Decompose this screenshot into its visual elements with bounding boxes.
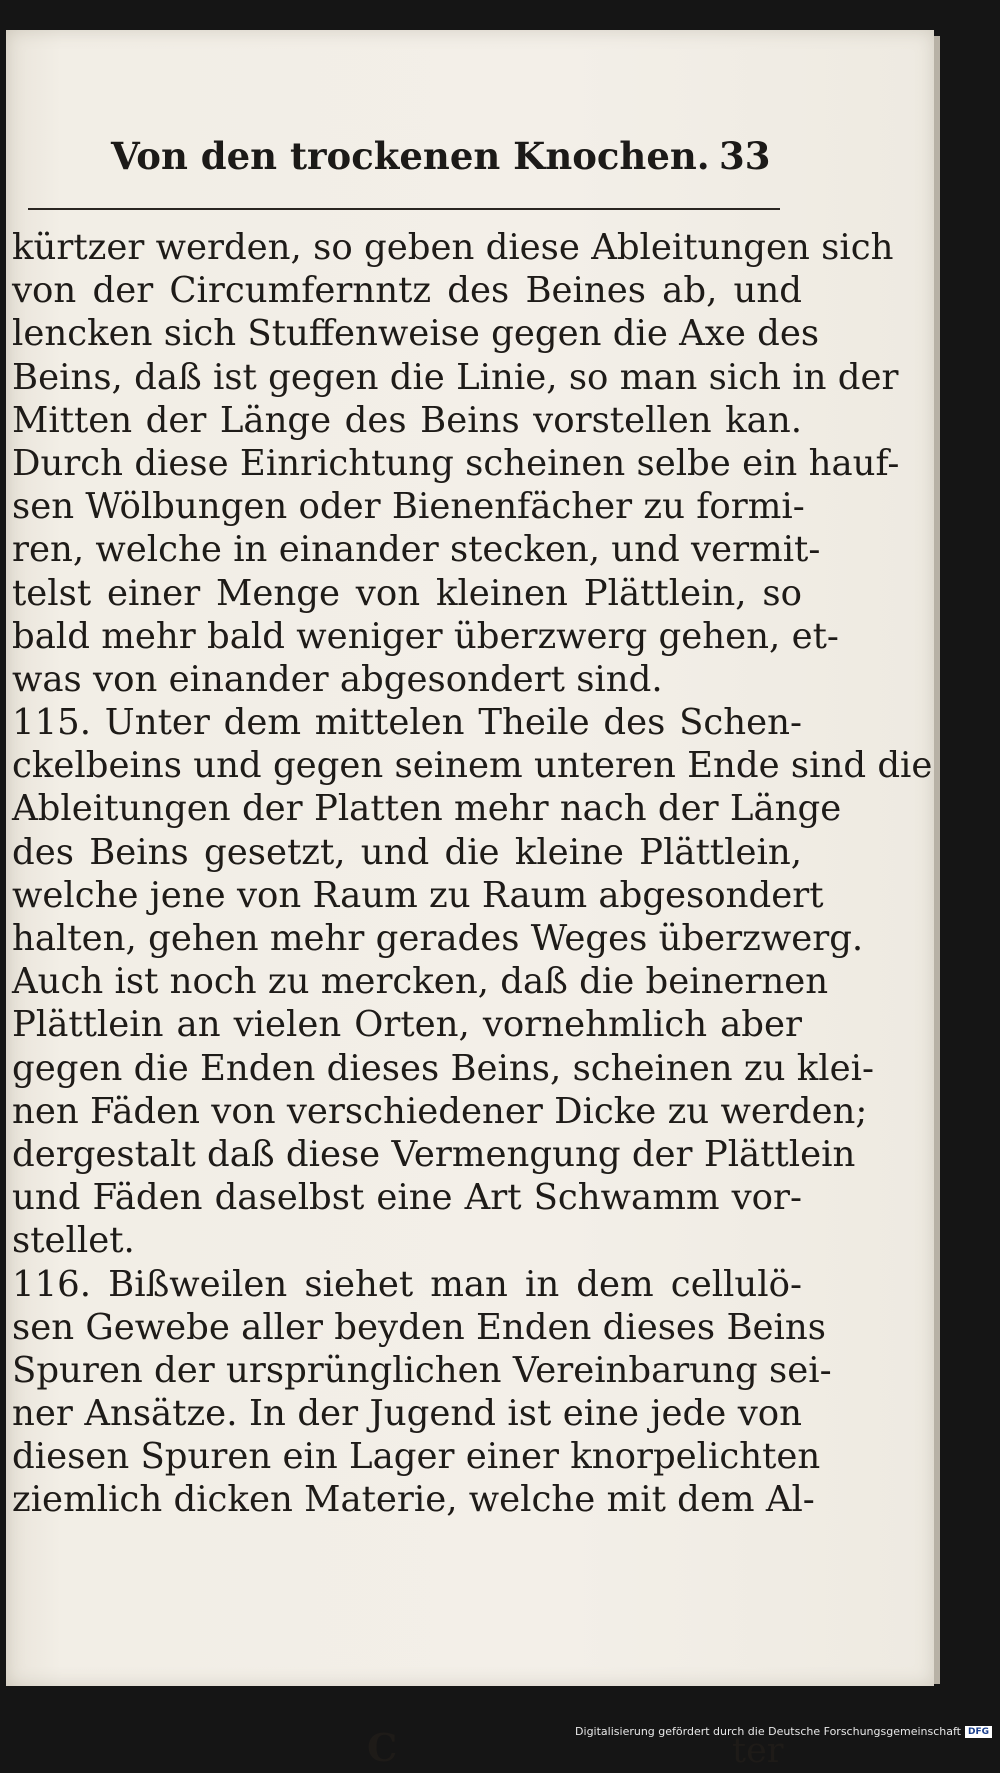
text-line: ren, welche in einander stecken, und vermit- [12,529,821,571]
text-line: diesen Spuren ein Lager einer knorpelichten [12,1436,821,1478]
catchword: ter [732,1731,784,1771]
text-line: 116. Bißweilen siehet man in dem cellulö- [12,1263,802,1305]
text-line: was von einander abgesondert sind. [12,658,663,700]
text-line: Ableitungen der Platten mehr nach der Länge [12,788,842,830]
running-head [101,122,801,182]
text-line: Beins, daß ist gegen die Linie, so man sich in der [12,356,899,398]
header-rule [28,208,780,210]
text-line: ner Ansätze. In der Jugend ist eine jede von [12,1393,802,1435]
text-line: von der Circumfernntz des Beines ab, und [12,270,802,312]
text-line: Spuren der ursprünglichen Vereinbarung sei- [12,1349,832,1391]
text-line: ziemlich dicken Materie, welche mit dem Al- [12,1479,815,1521]
text-line: 115. Unter dem mittelen Theile des Schen- [12,702,802,744]
text-line: stellet. [12,1220,135,1262]
text-line: und Fäden daselbst eine Art Schwamm vor- [12,1177,802,1219]
text-line: bald mehr bald weniger überzwerg gehen, et- [12,615,839,657]
text-line: nen Fäden von verschiedener Dicke zu werden; [12,1090,868,1132]
text-line: sen Gewebe aller beyden Enden dieses Beins [12,1306,826,1348]
page-edge [934,36,940,1684]
digitization-credit [575,1725,992,1738]
text-line: gegen die Enden dieses Beins, scheinen zu klei- [12,1047,874,1089]
text-line: lencken sich Stuffenweise gegen die Axe des [12,313,820,355]
dfg-logo: DFG [965,1726,992,1738]
text-line: kürtzer werden, so geben diese Ableitungen sich [12,227,894,268]
text-line: Plättlein an vielen Orten, vornehmlich aber [12,1004,802,1046]
text-line: des Beins gesetzt, und die kleine Plättlein, [12,831,802,873]
text-line: Auch ist noch zu mercken, daß die beinernen [12,961,829,1003]
text-line: telst einer Menge von kleinen Plättlein, so [12,572,802,614]
text-line: dergestalt daß diese Vermengung der Plättlein [12,1133,856,1175]
text-line: Mitten der Länge des Beins vorstellen kan. [12,399,802,441]
credit-text: Digitalisierung gefördert durch die Deutsche Forschungsgemeinschaft [575,1725,961,1738]
text-line: welche jene von Raum zu Raum abgesondert [12,874,824,916]
running-head-title: Von den trockenen Knochen. [111,134,710,178]
signature-mark: C [367,1725,398,1770]
text-line: halten, gehen mehr gerades Weges überzwerg. [12,918,864,959]
text-line: Durch diese Einrichtung scheinen selbe ein hauf- [12,442,900,484]
text-line: ckelbeins und gegen seinem unteren Ende sind die [12,745,933,787]
text-line: sen Wölbungen oder Bienenfächer zu formi- [12,486,805,528]
page-number: 33 [719,134,771,178]
